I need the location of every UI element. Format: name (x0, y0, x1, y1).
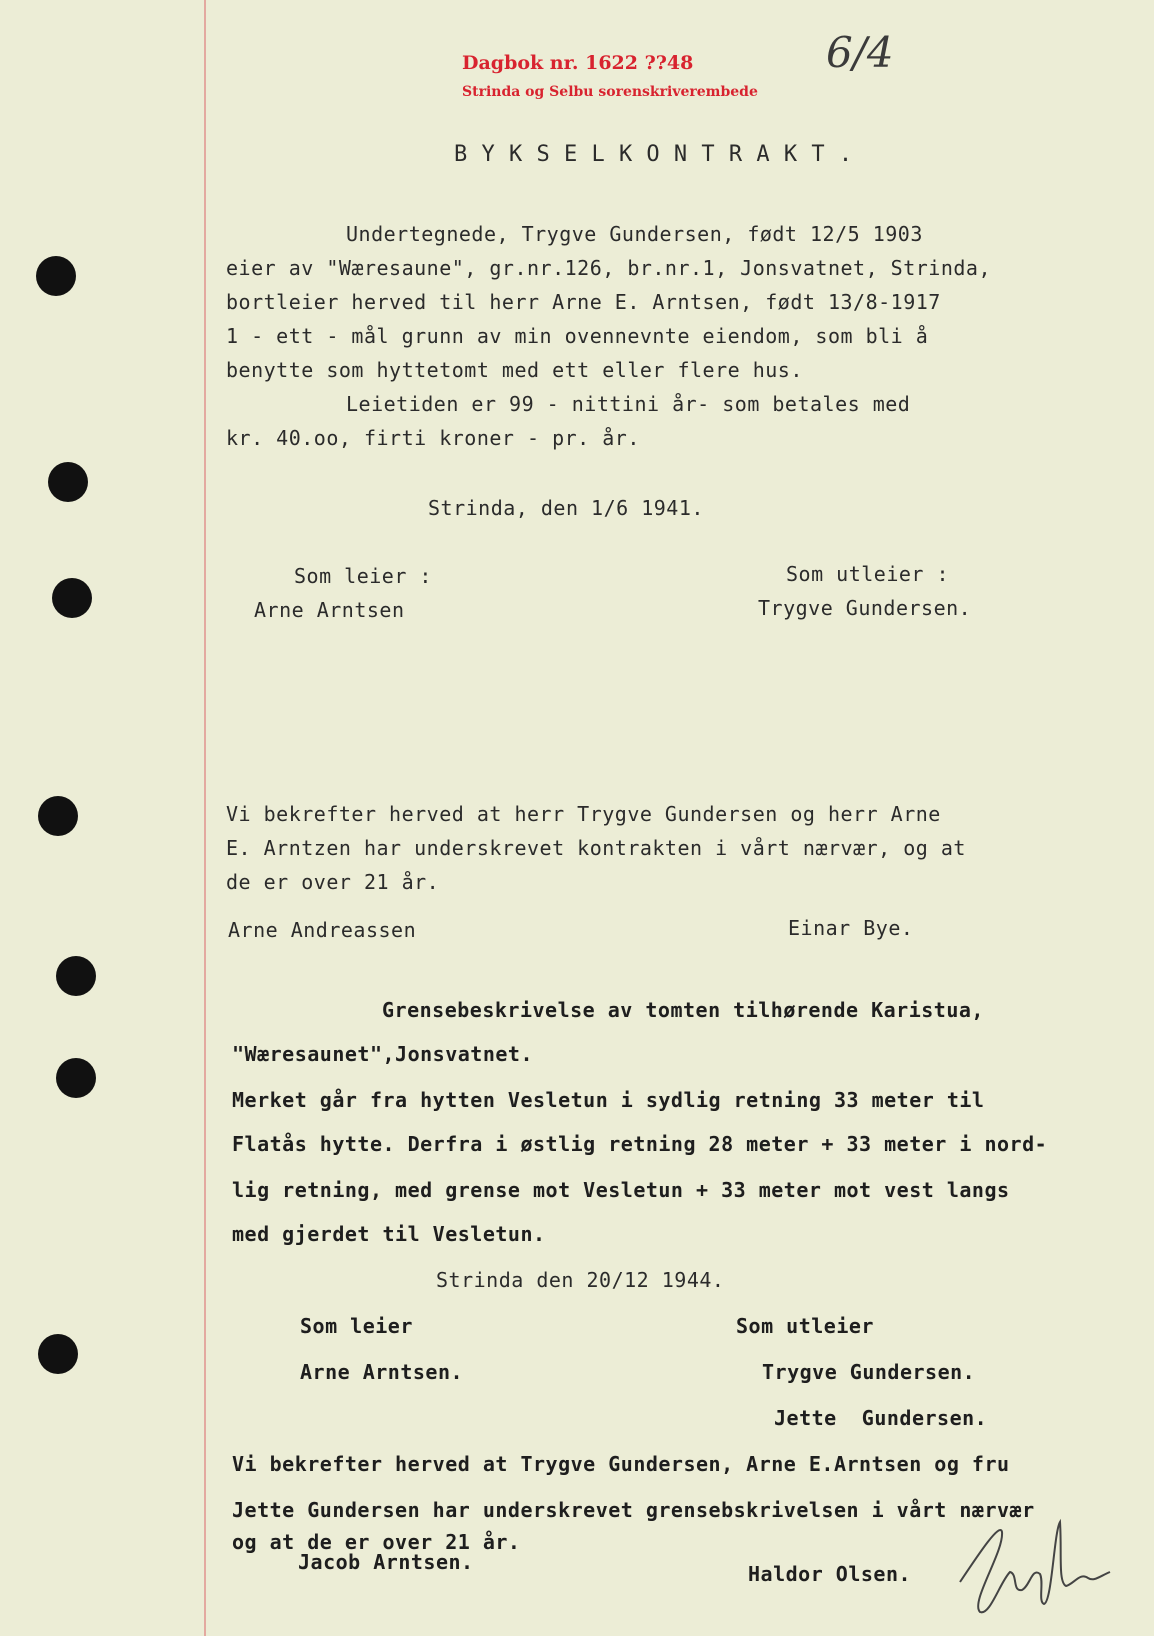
boundary-lessor-label: Som utleier (736, 1314, 874, 1338)
punch-hole (52, 578, 92, 618)
witness-name-left: Arne Andreassen (228, 918, 417, 942)
witness-line: Jette Gundersen har underskrevet grensebskrivelsen i vårt nærvær (232, 1498, 1035, 1522)
handwritten-signature (940, 1512, 1120, 1622)
contract-place-date: Strinda, den 1/6 1941. (428, 496, 704, 520)
contract-line: Undertegnede, Trygve Gundersen, født 12/5 1903 (346, 222, 923, 246)
contract-line: benytte som hyttetomt med ett eller flere hus. (226, 358, 803, 382)
witness-line: Vi bekrefter herved at herr Trygve Gundersen og herr Arne (226, 802, 941, 826)
witness-line: E. Arntzen har underskrevet kontrakten i vårt nærvær, og at (226, 836, 966, 860)
boundary-line: med gjerdet til Vesletun. (232, 1222, 546, 1246)
witness-line: de er over 21 år. (226, 870, 440, 894)
contract-line: bortleier herved til herr Arne E. Arntsen, født 13/8-1917 (226, 290, 941, 314)
punch-hole (56, 1058, 96, 1098)
boundary-lessor-name: Jette Gundersen. (774, 1406, 988, 1430)
contract-lessee-label: Som leier : (294, 564, 432, 588)
boundary-line: Grensebeskrivelse av tomten tilhørende Karistua, (382, 998, 984, 1022)
handwritten-page-number: 6/4 (826, 28, 894, 77)
contract-lessee-name: Arne Arntsen (254, 598, 405, 622)
witness-line: og at de er over 21 år. (232, 1530, 521, 1554)
boundary-lessor-name: Trygve Gundersen. (762, 1360, 976, 1384)
contract-lessor-label: Som utleier : (786, 562, 950, 586)
punch-hole (56, 956, 96, 996)
margin-rule (204, 0, 206, 1636)
contract-line: Leietiden er 99 - nittini år- som betales med (346, 392, 911, 416)
registry-stamp-line1: Dagbok nr. 1622 ??48 (462, 52, 694, 74)
punch-hole (38, 1334, 78, 1374)
boundary-lessee-label: Som leier (300, 1314, 413, 1338)
punch-hole (48, 462, 88, 502)
witness-line: Vi bekrefter herved at Trygve Gundersen, Arne E.Arntsen og fru (232, 1452, 1010, 1476)
boundary-line: Merket går fra hytten Vesletun i sydlig retning 33 meter til (232, 1088, 985, 1112)
boundary-line: lig retning, med grense mot Vesletun + 33 meter mot vest langs (232, 1178, 1010, 1202)
punch-hole (38, 796, 78, 836)
registry-stamp-line2: Strinda og Selbu sorenskriverembede (462, 84, 758, 100)
contract-line: eier av "Wæresaune", gr.nr.126, br.nr.1, Jonsvatnet, Strinda, (226, 256, 992, 280)
witness-name-right: Haldor Olsen. (748, 1562, 912, 1586)
contract-lessor-name: Trygve Gundersen. (758, 596, 972, 620)
boundary-place-date: Strinda den 20/12 1944. (436, 1268, 725, 1292)
boundary-lessee-name: Arne Arntsen. (300, 1360, 464, 1384)
contract-line: 1 - ett - mål grunn av min ovennevnte eiendom, som bli å (226, 324, 929, 348)
punch-hole (36, 256, 76, 296)
contract-line: kr. 40.oo, firti kroner - pr. år. (226, 426, 640, 450)
witness-name-right: Einar Bye. (788, 916, 914, 940)
document-title: B Y K S E L K O N T R A K T . (454, 142, 853, 167)
boundary-line: Flatås hytte. Derfra i østlig retning 28 meter + 33 meter i nord- (232, 1132, 1048, 1156)
witness-name-left: Jacob Arntsen. (298, 1550, 474, 1574)
boundary-line: "Wæresaunet",Jonsvatnet. (232, 1042, 533, 1066)
